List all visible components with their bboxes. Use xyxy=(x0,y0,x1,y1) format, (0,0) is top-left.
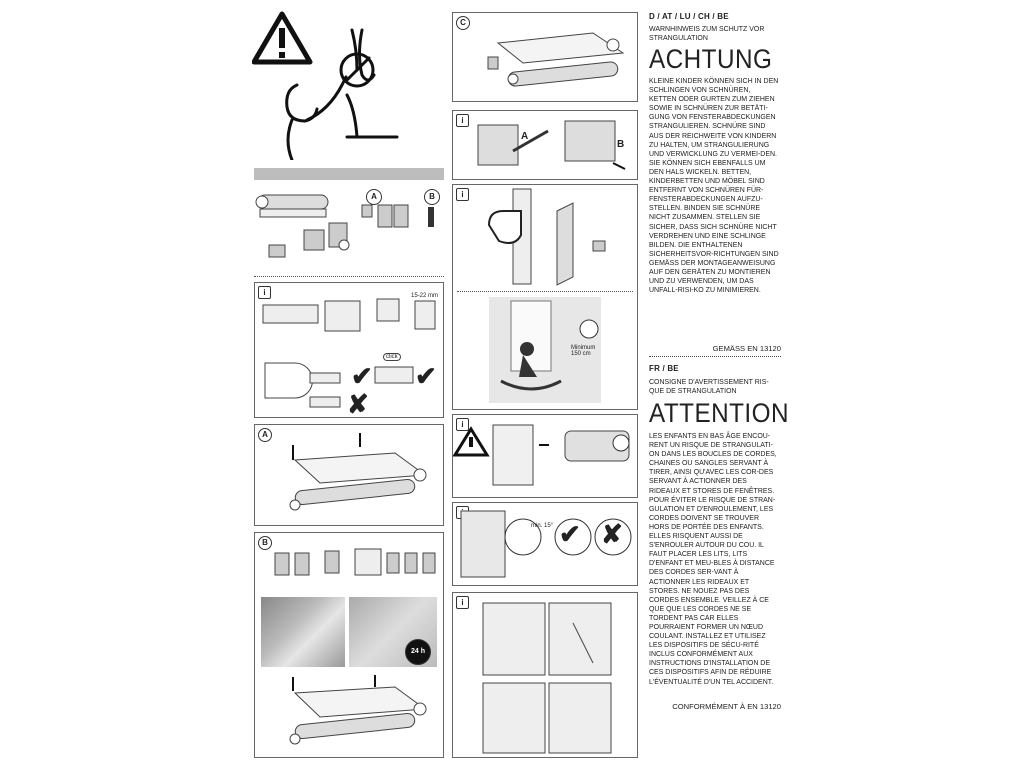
panel-shade-operation xyxy=(452,592,638,758)
info-tag: i xyxy=(456,418,469,431)
dotted-separator xyxy=(254,276,444,277)
fr-reference: CONFORMÉMENT À EN 13120 xyxy=(672,702,781,711)
label-b: B xyxy=(617,139,625,150)
fr-countries: FR / BE xyxy=(649,364,679,373)
photo-adhesive-apply xyxy=(261,597,345,667)
info-tag: i xyxy=(456,596,469,609)
de-body: KLEINE KINDER KÖNNEN SICH IN DEN SCHLINGEN VON SCHNÜREN, KETTEN ODER GURTEN ZUM ZIEHEN SOWIE IN SCHNÜREN ZUR BETÄTI-GUNG VON FENSTERABDECKUNGEN STRANGULIEREN. SCHNÜRE SIND AUS DER REICHWEITE VON KINDERN ZU HALTEN, UM STRANGULIERUNG UND VERWICKLUNG ZU VERMEI-DEN. SIE KÖNNEN SICH EBENFALLS UM DEN HALS WICKELN. BETTEN, KINDERBETTEN UND MÖBEL SIND ENTFERNT VON SCHNÜREN FÜR-FENSTERABDECKUNGEN AUFZU-STELLEN. BINDEN SIE SCHNÜRE NICHT ZUSAMMEN. STELLEN SIE SICHER, DASS SICH SCHNÜRE NICHT VERDREHEN UND EINE SCHLINGE BILDEN. DIE ENTHALTENEN SICHERHEITSVOR-RICHTUNGEN SIND GEMÄSS DER MONTAGEANWEISUNG AUF DEN GERÄTEN ZU MONTIEREN UND ZU VERWENDEN, UM DAS UNFALL-RISI-KO ZU MINIMIEREN. xyxy=(649,76,779,295)
check-icon: ✔ xyxy=(415,361,437,391)
panel-bracket-adjust xyxy=(254,282,444,418)
panel-mounting-b xyxy=(254,532,444,758)
check-icon: ✔ xyxy=(351,361,373,391)
variant-a-badge: A xyxy=(366,189,382,205)
panel-mounting-c xyxy=(452,12,638,102)
step-c-badge: C xyxy=(456,16,470,30)
de-countries: D / AT / LU / CH / BE xyxy=(649,12,729,21)
angle-label: min. 15° xyxy=(531,523,554,529)
step-a-badge: A xyxy=(258,428,272,442)
warning-pictogram xyxy=(252,10,402,160)
fr-body: LES ENFANTS EN BAS ÂGE ENCOU-RENT UN RISQUE DE STRANGULATI-ON DANS LES BOUCLES DE CORDES, CHAINES OU SANGLES SERVANT À TIRER, AINSI QU'AVEC LES COR-DES SERVANT À ACTIONNER DES RIDEAUX ET STORES DE FENÊTRES. POUR ÉVITER LE RISQUE DE STRAN-GULATION ET D'ENROULEMENT, LES CORDES DOIVENT SE TROUVER HORS DE PORTÉE DES ENFANTS. ELLES RISQUENT AUSSI DE S'ENROULER AUTOUR DU COU. IL FAUT PLACER LES LITS, LITS D'ENFANT ET MEU-BLES À DISTANCE DES CORDES SER-VANT À ACTIONNER LES RIDEAUX ET STORES. NE NOUEZ PAS DES CORDES ENSEMBLE. VEILLEZ À CE QUE QUE LES CORDES NE SE TORDENT PAS CAR ELLES POURRAIENT FORMER UN NŒUD COULANT. INSTALLEZ ET UTILISEZ LES DISPOSITIFS DE SÉCU-RITÉ INCLUS CONFORMÉMENT AUX INSTRUCTIONS D'INSTALLATION DE CES DISPOSITIFS AFIN DE RÉDUIRE L'ÉVENTUALITÉ D'UN TEL ACCIDENT. xyxy=(649,431,777,686)
info-tag: i xyxy=(258,286,271,299)
panel-child-safety xyxy=(452,184,638,410)
variant-b-badge: B xyxy=(424,189,440,205)
language-separator xyxy=(649,356,781,357)
de-subtitle: WARNHINWEIS ZUM SCHUTZ VOR STRANGULATION xyxy=(649,24,765,43)
check-icon: ✔ xyxy=(559,519,581,549)
fr-subtitle: CONSIGNE D'AVERTISSEMENT RIS-QUE DE STRANGULATION xyxy=(649,377,769,396)
panel-release-bracket xyxy=(452,110,638,180)
dotted-separator xyxy=(457,291,633,292)
fr-heading: ATTENTION xyxy=(649,398,789,428)
info-tag: i xyxy=(456,114,469,127)
panel-cord-tensioner xyxy=(452,414,638,498)
click-label: click xyxy=(383,353,401,361)
measure-label: 15-22 mm xyxy=(411,293,439,299)
warning-triangle-icon xyxy=(252,10,402,160)
parts-overview xyxy=(254,185,444,273)
de-reference: GEMÄSS EN 13120 xyxy=(712,344,781,353)
panel-angle-check xyxy=(452,502,638,586)
clock-icon: 24 h xyxy=(405,639,431,665)
cross-icon: ✘ xyxy=(347,389,369,419)
section-divider-bar xyxy=(254,168,444,180)
info-tag: i xyxy=(456,188,469,201)
panel-mounting-a xyxy=(254,424,444,526)
minimum-distance-label: Minimum 150 cm xyxy=(571,345,596,357)
de-heading: ACHTUNG xyxy=(649,44,773,74)
cross-icon: ✘ xyxy=(601,519,623,549)
step-b-badge: B xyxy=(258,536,272,550)
label-a: A xyxy=(521,131,529,142)
